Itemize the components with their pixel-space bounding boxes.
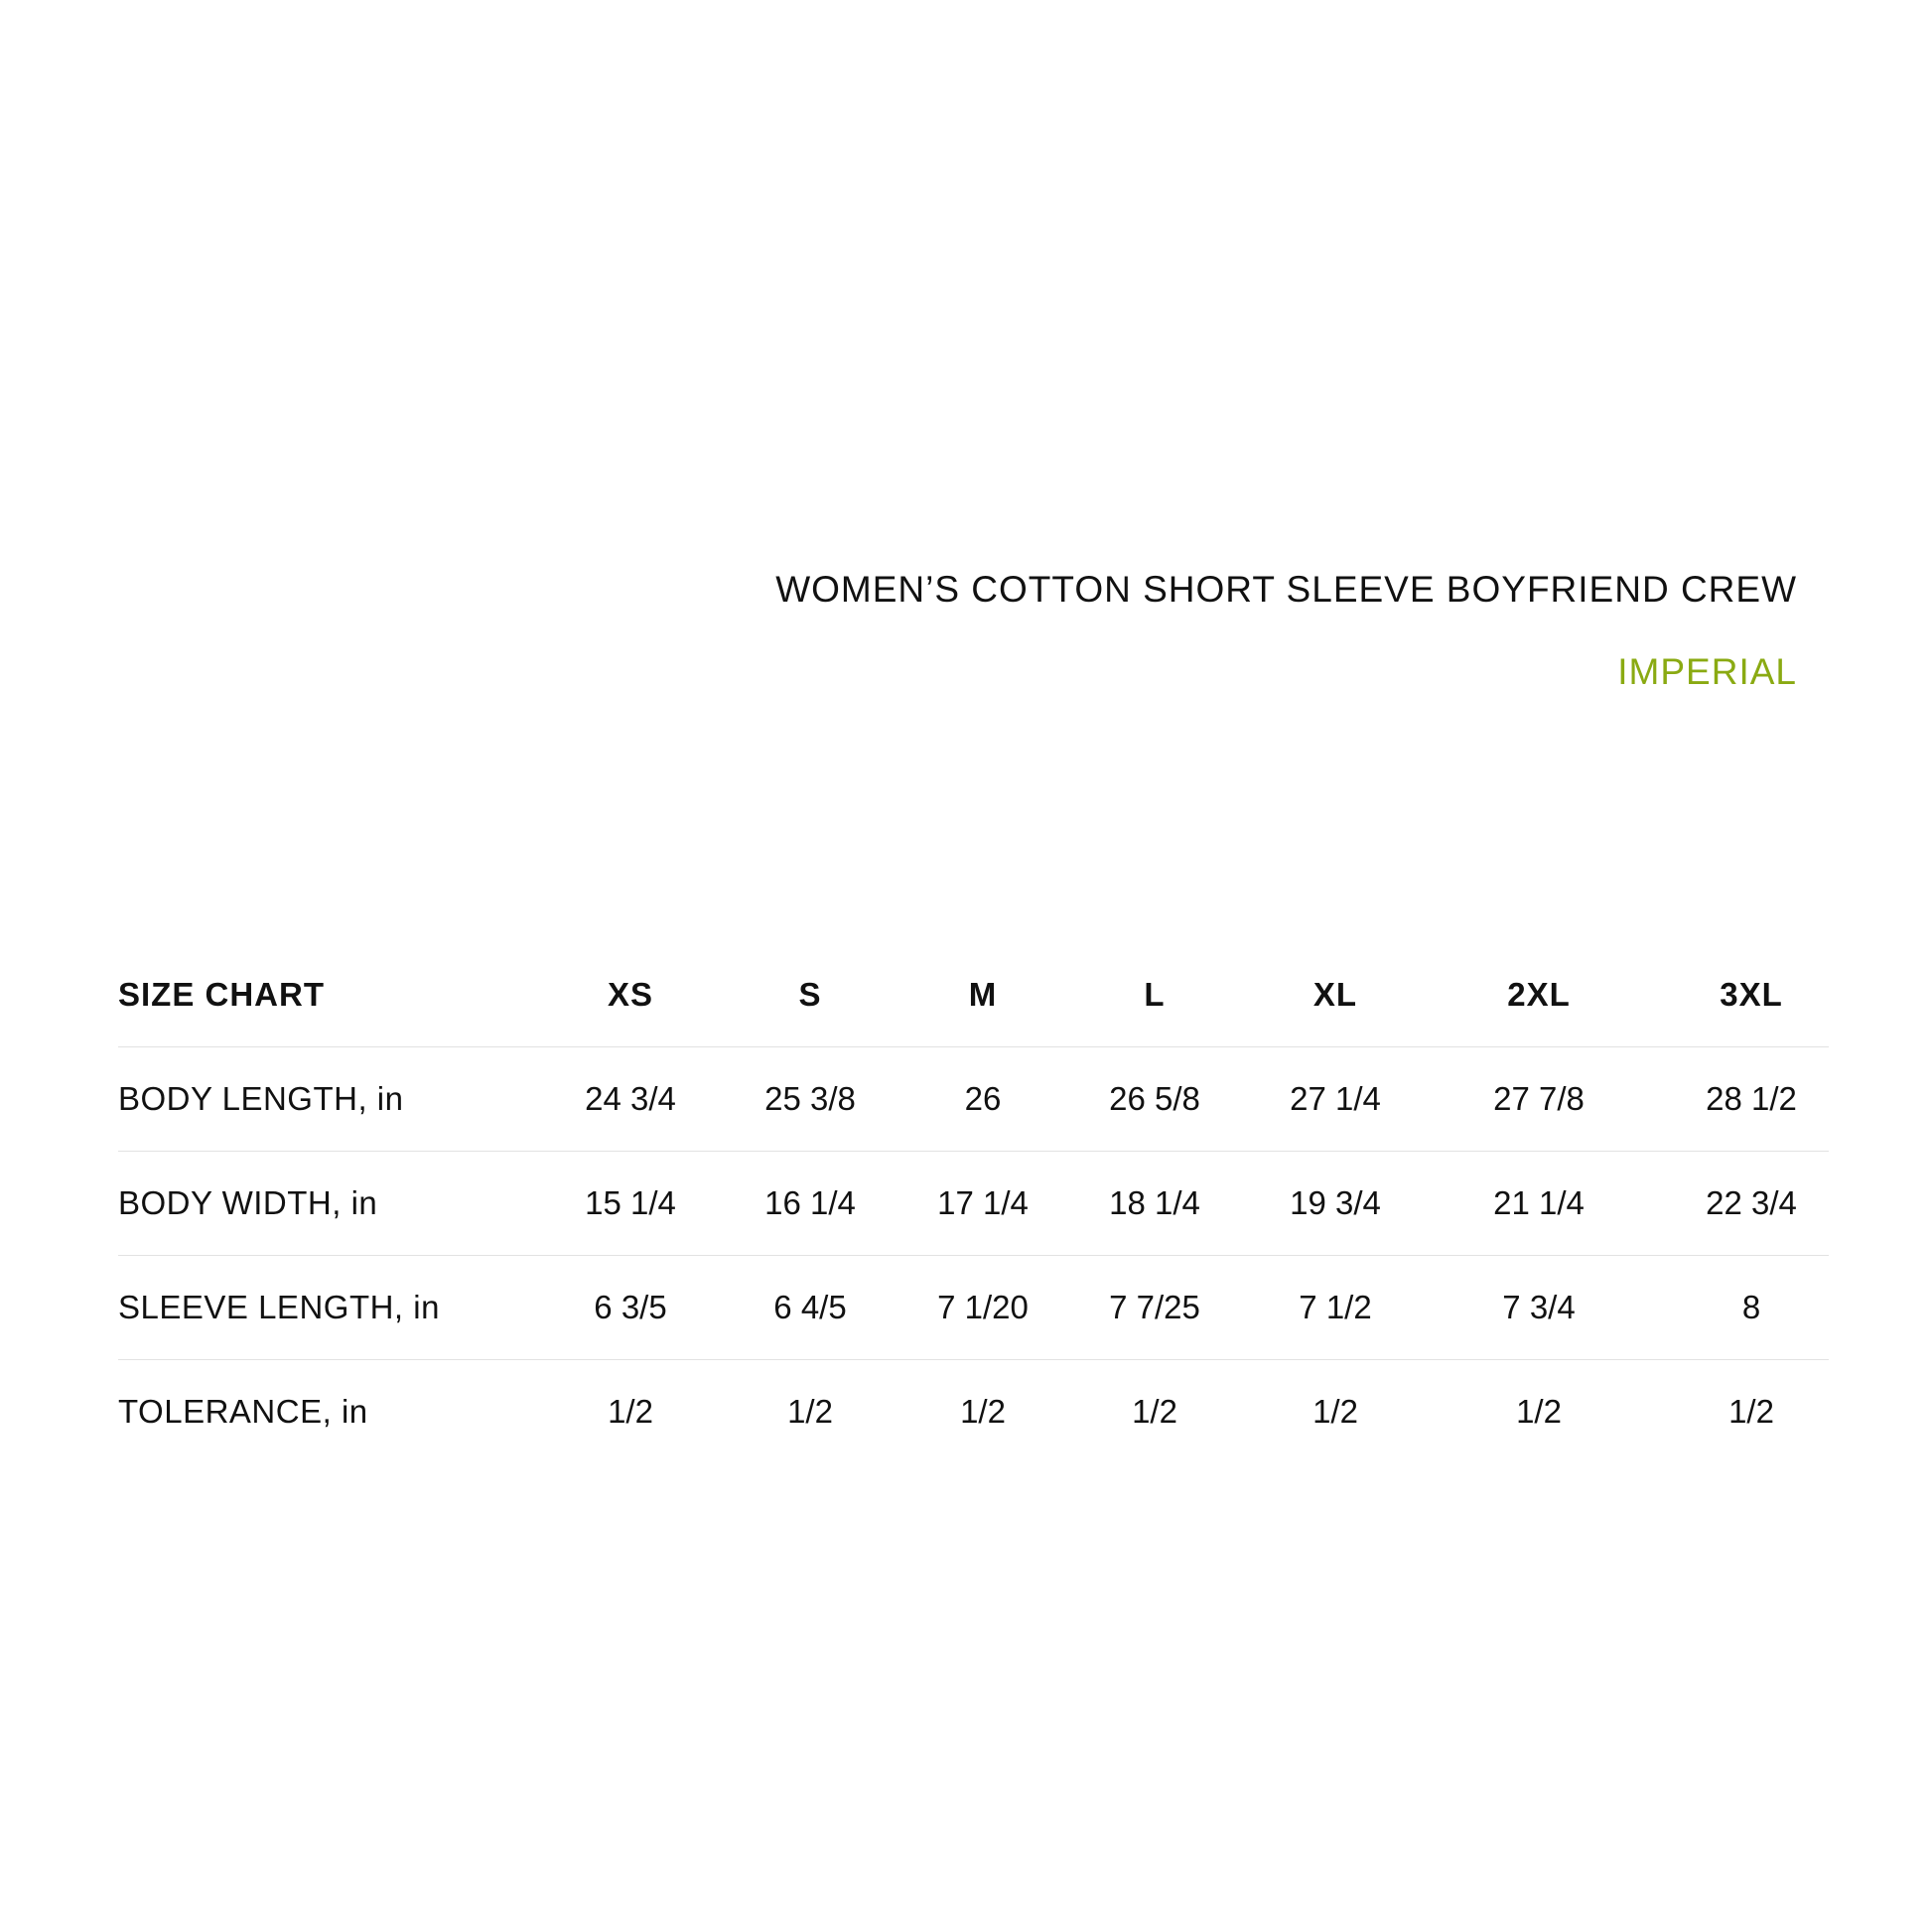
size-chart-table: [118, 943, 1829, 1463]
size-header-l: L: [1144, 976, 1166, 1013]
table-cell: 26 5/8: [1109, 1080, 1200, 1117]
table-row-body-width: [118, 1152, 1829, 1255]
table-cell: 1/2: [1132, 1393, 1177, 1430]
table-cell: 17 1/4: [937, 1184, 1029, 1221]
table-cell: 22 3/4: [1706, 1184, 1797, 1221]
table-cell: 7 1/2: [1299, 1289, 1372, 1325]
table-cell: 25 3/8: [764, 1080, 856, 1117]
table-cell: 6 3/5: [594, 1289, 667, 1325]
table-cell: 27 1/4: [1290, 1080, 1381, 1117]
size-header-xs: XS: [607, 976, 654, 1013]
size-header-xl: XL: [1312, 976, 1358, 1013]
table-cell: 27 7/8: [1493, 1080, 1585, 1117]
unit-system-label: IMPERIAL: [1617, 651, 1797, 692]
table-cell: 1/2: [960, 1393, 1006, 1430]
table-cell: 28 1/2: [1706, 1080, 1797, 1117]
row-label: BODY WIDTH, in: [118, 1184, 378, 1221]
size-header-s: S: [798, 976, 822, 1013]
table-cell: 26: [964, 1080, 1002, 1117]
row-label: SLEEVE LENGTH, in: [118, 1289, 440, 1325]
table-cell: 8: [1741, 1289, 1761, 1325]
table-cell: 1/2: [1728, 1393, 1774, 1430]
table-cell: 19 3/4: [1290, 1184, 1381, 1221]
size-chart-heading: SIZE CHART: [118, 976, 325, 1013]
table-cell: 7 1/20: [937, 1289, 1029, 1325]
row-label: BODY LENGTH, in: [118, 1080, 404, 1117]
table-cell: 18 1/4: [1109, 1184, 1200, 1221]
table-cell: 7 7/25: [1109, 1289, 1200, 1325]
size-header-3xl: 3XL: [1720, 976, 1783, 1013]
table-cell: 24 3/4: [585, 1080, 676, 1117]
table-cell: 1/2: [787, 1393, 833, 1430]
table-row-tolerance: [118, 1360, 1829, 1463]
table-header-row: [118, 943, 1829, 1046]
table-cell: 1/2: [608, 1393, 653, 1430]
table-cell: 6 4/5: [773, 1289, 847, 1325]
table-row-body-length: [118, 1047, 1829, 1151]
table-cell: 15 1/4: [585, 1184, 676, 1221]
page-title: WOMEN’S COTTON SHORT SLEEVE BOYFRIEND CREW: [775, 569, 1797, 610]
table-cell: 7 3/4: [1502, 1289, 1576, 1325]
table-cell: 1/2: [1516, 1393, 1562, 1430]
table-cell: 21 1/4: [1493, 1184, 1585, 1221]
size-header-2xl: 2XL: [1507, 976, 1571, 1013]
table-row-sleeve-length: [118, 1256, 1829, 1359]
size-header-m: M: [968, 976, 998, 1013]
row-label: TOLERANCE, in: [118, 1393, 368, 1430]
table-cell: 1/2: [1312, 1393, 1358, 1430]
table-cell: 16 1/4: [764, 1184, 856, 1221]
